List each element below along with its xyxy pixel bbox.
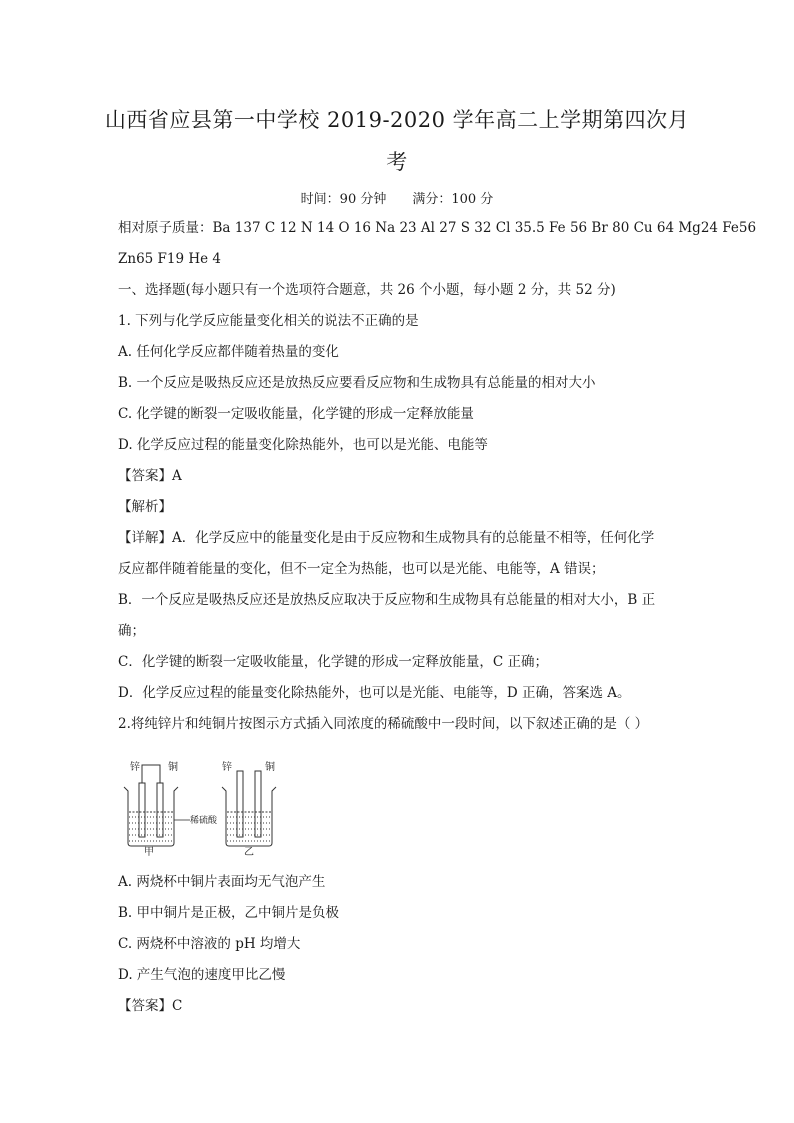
zn-label-yi: 锌 [222, 762, 232, 773]
cu-label-yi: 铜 [265, 762, 275, 773]
acid-label: 稀硫酸 [190, 816, 218, 826]
q1-explain-line: C．化学键的断裂一定吸收能量，化学键的形成一定释放能量，C 正确； [118, 654, 548, 670]
q1-analysis-label: 【解析】 [118, 499, 172, 515]
beaker-figure [118, 757, 318, 857]
q1-option-c: C. 化学键的断裂一定吸收能量，化学键的形成一定释放能量 [118, 406, 474, 422]
q2-option-b: B. 甲中铜片是正极，乙中铜片是负极 [118, 905, 340, 921]
q2-stem: 2.将纯锌片和纯铜片按图示方式插入同浓度的稀硫酸中一段时间，以下叙述正确的是（ ） [118, 716, 649, 732]
q1-explain-line: B．一个反应是吸热反应还是放热反应取决于反应物和生成物具有总能量的相对大小，B 正 [118, 592, 656, 608]
label-jia: 甲 [144, 847, 154, 857]
atomic-mass-line1: 相对原子质量：Ba 137 C 12 N 14 O 16 Na 23 Al 27 S 32 Cl 35.5 Fe 56 Br 80 Cu 64 Mg24 Fe56 [118, 220, 757, 236]
q1-option-b: B. 一个反应是吸热反应还是放热反应要看反应物和生成物具有总能量的相对大小 [118, 375, 596, 391]
doc-title-line2: 考 [386, 150, 408, 174]
atomic-mass-line2: Zn65 F19 He 4 [118, 251, 222, 267]
exam-score: 满分：100 分 [412, 192, 494, 207]
label-yi: 乙 [244, 847, 254, 857]
q1-explain-line: D．化学反应过程的能量变化除热能外，也可以是光能、电能等，D 正确，答案选 A。 [118, 685, 631, 701]
q1-option-d: D. 化学反应过程的能量变化除热能外，也可以是光能、电能等 [118, 437, 488, 453]
q2-option-a: A. 两烧杯中铜片表面均无气泡产生 [118, 874, 326, 890]
exam-meta [0, 188, 794, 207]
q2-option-d: D. 产生气泡的速度甲比乙慢 [118, 967, 286, 983]
q1-option-a: A. 任何化学反应都伴随着热量的变化 [118, 344, 339, 360]
q1-answer: 【答案】A [118, 468, 182, 484]
beaker-yi [222, 771, 276, 846]
section-heading: 一、选择题(每小题只有一个选项符合题意，共 26 个小题，每小题 2 分，共 52 分) [118, 282, 616, 298]
q1-explain-line: 反应都伴随着能量的变化，但不一定全为热能，也可以是光能、电能等，A 错误； [118, 561, 605, 577]
zn-label-jia: 锌 [130, 762, 140, 773]
q1-explain-line: 【详解】A．化学反应中的能量变化是由于反应物和生成物具有的总能量不相等，任何化学 [118, 530, 655, 546]
q1-explain-line: 确； [118, 623, 145, 639]
q1-stem: 1. 下列与化学反应能量变化相关的说法不正确的是 [118, 313, 419, 329]
beaker-diagram [118, 757, 318, 857]
exam-time: 时间：90 分钟 [300, 192, 387, 207]
q2-answer: 【答案】C [118, 998, 183, 1014]
cu-label-jia: 铜 [168, 762, 178, 773]
doc-title-line1: 山西省应县第一中学校 2019-2020 学年高二上学期第四次月 [104, 108, 690, 132]
q2-option-c: C. 两烧杯中溶液的 pH 均增大 [118, 936, 301, 952]
beaker-jia [124, 765, 178, 846]
